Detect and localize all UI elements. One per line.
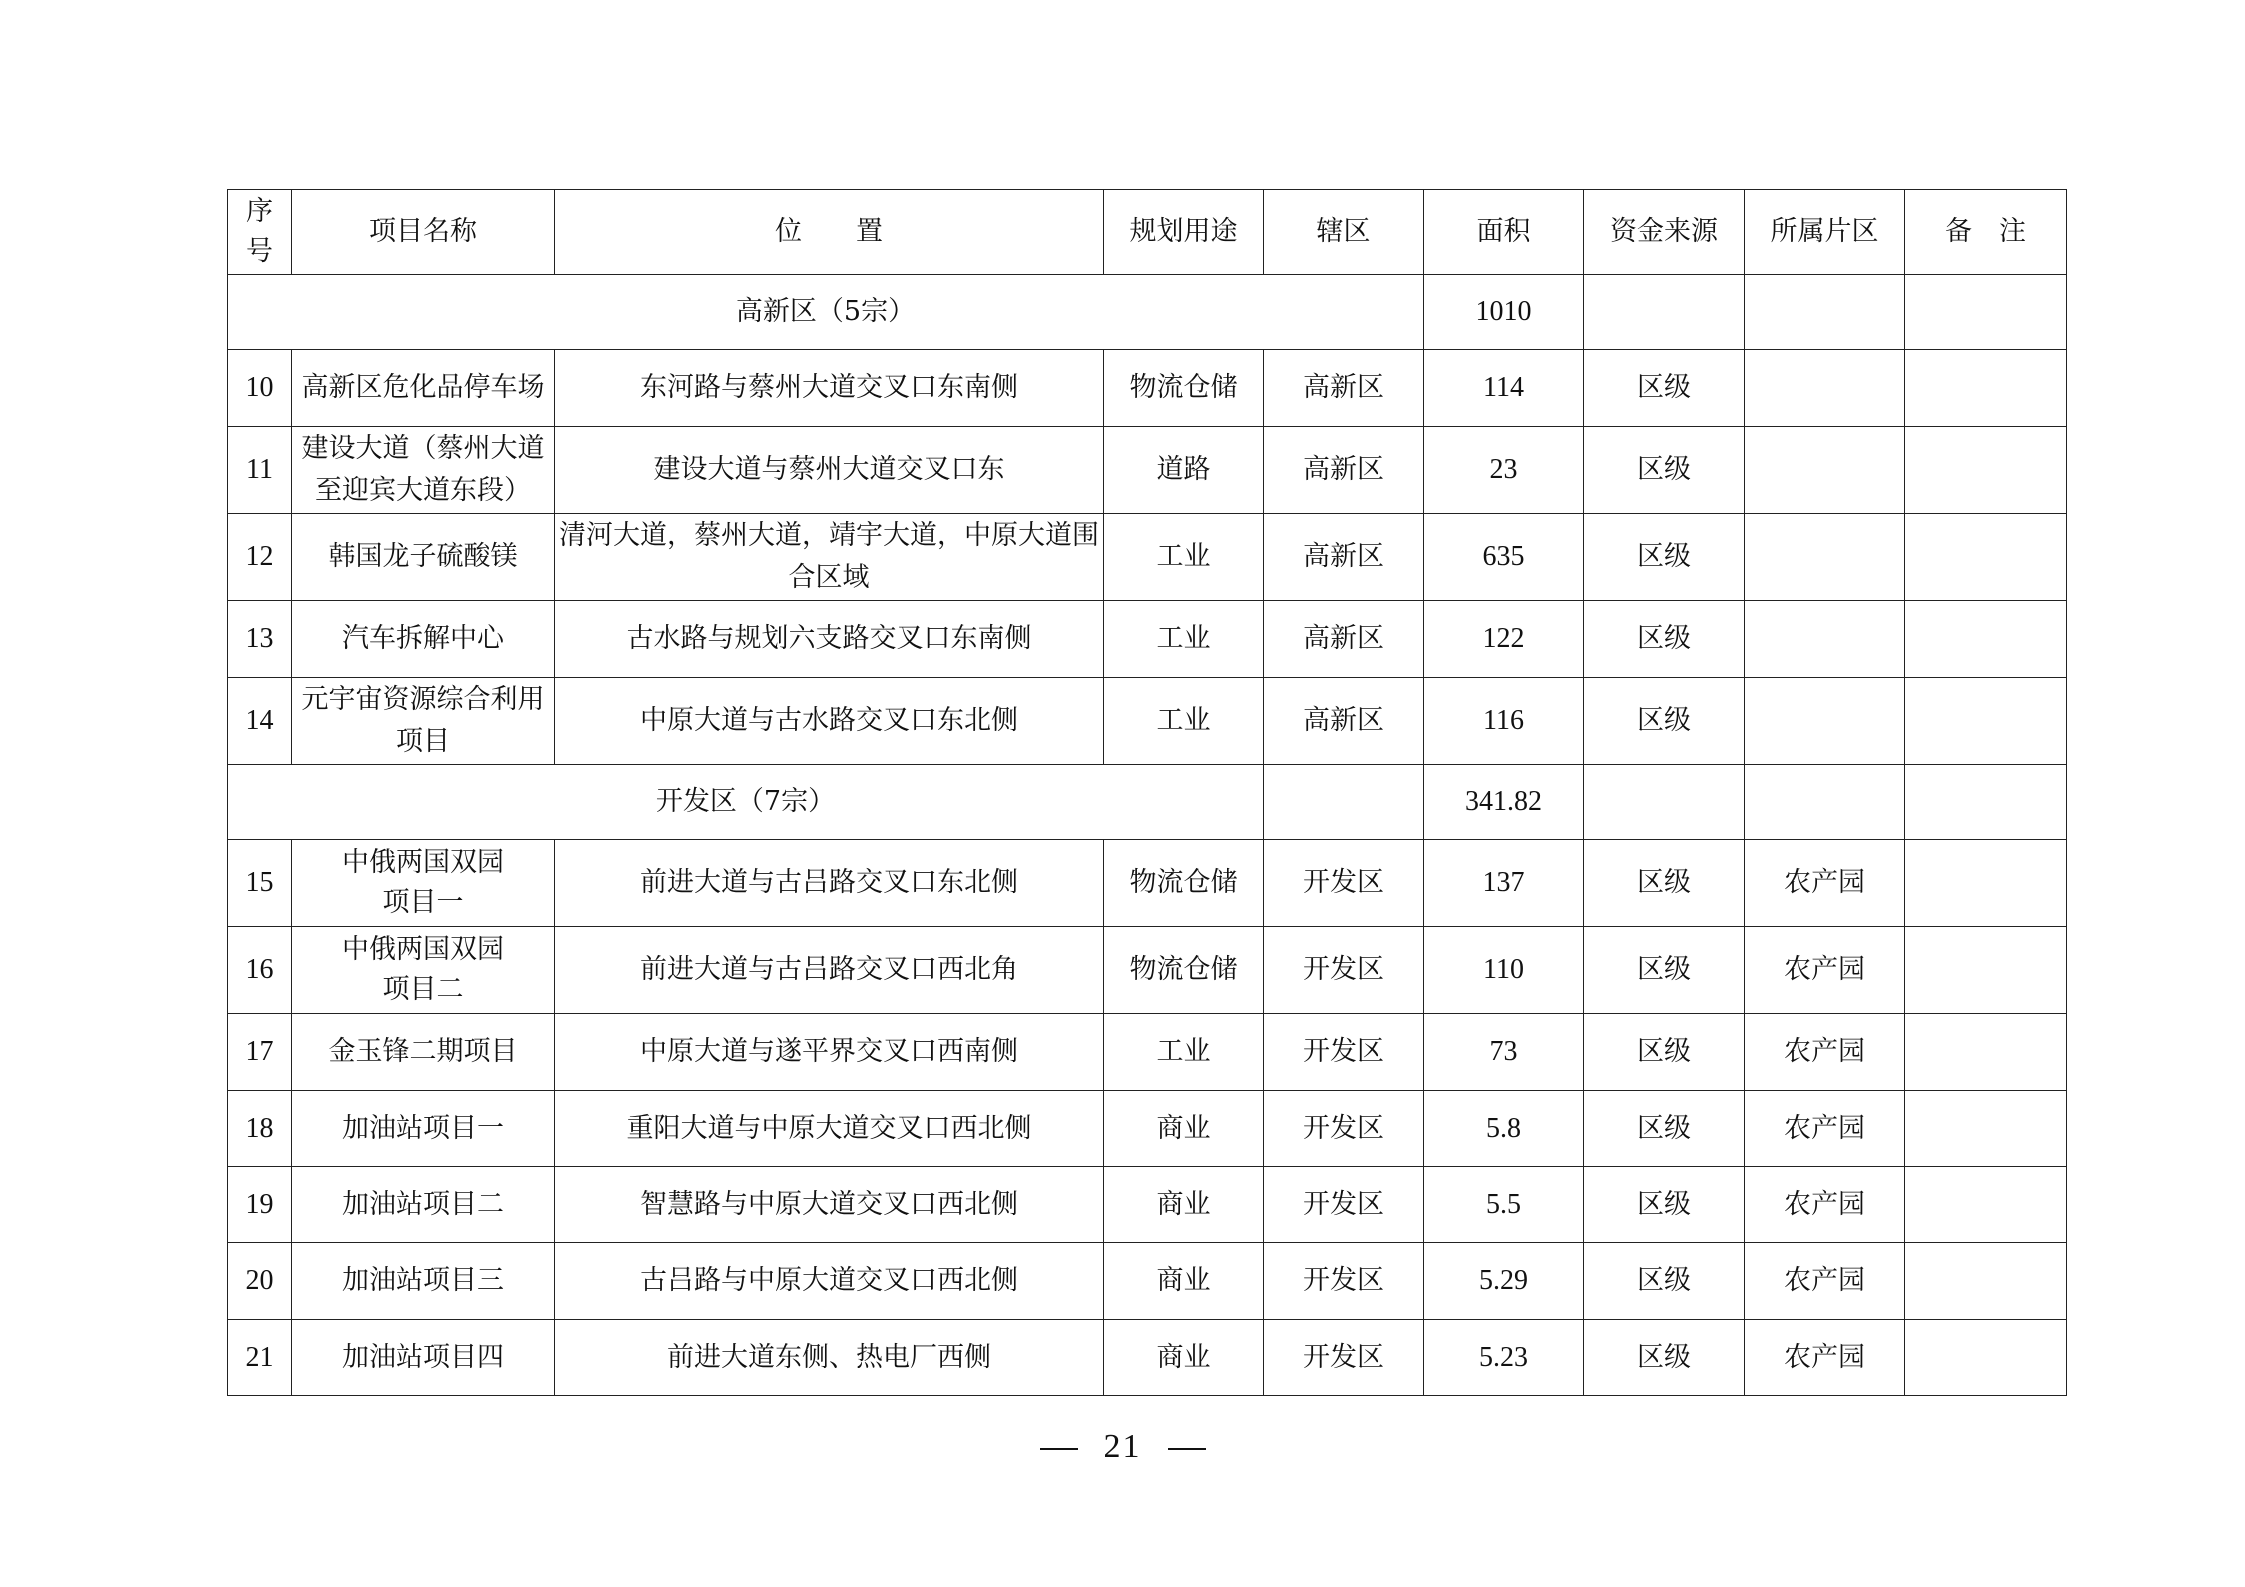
- table-row: [228, 514, 2067, 601]
- cell-district: 高新区: [1264, 350, 1424, 427]
- cell-area: 5.29: [1424, 1243, 1584, 1320]
- table-row: [228, 1167, 2067, 1243]
- cell-funding: 区级: [1584, 840, 1745, 927]
- table-row: [228, 1091, 2067, 1167]
- header-district: 辖区: [1264, 190, 1424, 275]
- table-row: [228, 427, 2067, 514]
- header-name: 项目名称: [292, 190, 555, 275]
- page-number: 21: [1103, 1428, 1142, 1465]
- cell-funding: 区级: [1584, 1320, 1745, 1396]
- group-row: [228, 765, 2067, 840]
- table-row: [228, 678, 2067, 765]
- cell-name: 韩国龙子硫酸镁: [292, 514, 555, 601]
- cell-funding: 区级: [1584, 350, 1745, 427]
- cell-usage: 物流仓储: [1104, 840, 1264, 927]
- header-funding: 资金来源: [1584, 190, 1745, 275]
- cell-usage: 商业: [1104, 1243, 1264, 1320]
- table-header-row: [228, 190, 2067, 275]
- cell-zone: 农产园: [1745, 840, 1905, 927]
- table-row: [228, 601, 2067, 678]
- cell-location: 重阳大道与中原大道交叉口西北侧: [555, 1091, 1104, 1167]
- cell-name: 加油站项目二: [292, 1167, 555, 1243]
- cell-zone: 农产园: [1745, 1167, 1905, 1243]
- cell-usage: 商业: [1104, 1091, 1264, 1167]
- group-area: 341.82: [1424, 765, 1584, 840]
- cell-district: 开发区: [1264, 840, 1424, 927]
- cell-name: [292, 927, 555, 1014]
- cell-remarks: [1905, 1320, 2067, 1396]
- cell-usage: 商业: [1104, 1167, 1264, 1243]
- cell-name: 高新区危化品停车场: [292, 350, 555, 427]
- group-empty: [1745, 765, 1905, 840]
- cell-district: 高新区: [1264, 601, 1424, 678]
- group-area: 1010: [1424, 275, 1584, 350]
- cell-location: 古吕路与中原大道交叉口西北侧: [555, 1243, 1104, 1320]
- cell-usage: 工业: [1104, 601, 1264, 678]
- group-empty: [1905, 275, 2067, 350]
- cell-name: 加油站项目三: [292, 1243, 555, 1320]
- cell-location: 中原大道与古水路交叉口东北侧: [555, 678, 1104, 765]
- table-row: [228, 350, 2067, 427]
- cell-district: 高新区: [1264, 427, 1424, 514]
- cell-funding: 区级: [1584, 1091, 1745, 1167]
- cell-zone: 农产园: [1745, 1243, 1905, 1320]
- group-empty: [1584, 275, 1745, 350]
- cell-area: 110: [1424, 927, 1584, 1014]
- cell-name: 加油站项目一: [292, 1091, 555, 1167]
- cell-seq: 18: [228, 1091, 292, 1167]
- cell-location: 建设大道与蔡州大道交叉口东: [555, 427, 1104, 514]
- table-row: [228, 1243, 2067, 1320]
- cell-name: 加油站项目四: [292, 1320, 555, 1396]
- cell-usage: 商业: [1104, 1320, 1264, 1396]
- cell-funding: 区级: [1584, 1167, 1745, 1243]
- cell-remarks: [1905, 927, 2067, 1014]
- cell-usage: 物流仓储: [1104, 350, 1264, 427]
- cell-usage: 物流仓储: [1104, 927, 1264, 1014]
- cell-seq: 11: [228, 427, 292, 514]
- cell-location: 中原大道与遂平界交叉口西南侧: [555, 1014, 1104, 1091]
- header-remarks: 备 注: [1905, 190, 2067, 275]
- cell-district: 开发区: [1264, 927, 1424, 1014]
- cell-funding: 区级: [1584, 678, 1745, 765]
- cell-name-line1: 中俄两国双园: [342, 847, 504, 878]
- cell-area: 114: [1424, 350, 1584, 427]
- group-title: 开发区（7宗）: [228, 765, 1264, 840]
- cell-area: 5.23: [1424, 1320, 1584, 1396]
- cell-area: 116: [1424, 678, 1584, 765]
- page-dash-right: [1168, 1448, 1206, 1450]
- cell-zone: [1745, 427, 1905, 514]
- cell-zone: 农产园: [1745, 1014, 1905, 1091]
- header-zone: 所属片区: [1745, 190, 1905, 275]
- header-seq-line2: 号: [246, 236, 273, 267]
- cell-zone: 农产园: [1745, 927, 1905, 1014]
- cell-location: 东河路与蔡州大道交叉口东南侧: [555, 350, 1104, 427]
- cell-remarks: [1905, 427, 2067, 514]
- cell-funding: 区级: [1584, 427, 1745, 514]
- cell-remarks: [1905, 840, 2067, 927]
- header-location: 位 置: [555, 190, 1104, 275]
- table-row: [228, 1320, 2067, 1396]
- cell-district: 开发区: [1264, 1091, 1424, 1167]
- group-title: 高新区（5宗）: [228, 275, 1424, 350]
- cell-seq: 10: [228, 350, 292, 427]
- cell-district: 开发区: [1264, 1320, 1424, 1396]
- cell-seq: 14: [228, 678, 292, 765]
- cell-district: 开发区: [1264, 1167, 1424, 1243]
- cell-zone: [1745, 514, 1905, 601]
- cell-zone: 农产园: [1745, 1320, 1905, 1396]
- cell-seq: 16: [228, 927, 292, 1014]
- cell-usage: 道路: [1104, 427, 1264, 514]
- cell-name: 金玉锋二期项目: [292, 1014, 555, 1091]
- cell-zone: 农产园: [1745, 1091, 1905, 1167]
- cell-district: 开发区: [1264, 1014, 1424, 1091]
- table-row: [228, 840, 2067, 927]
- cell-name: 汽车拆解中心: [292, 601, 555, 678]
- cell-area: 137: [1424, 840, 1584, 927]
- cell-name-line2: 项目二: [382, 974, 464, 1005]
- cell-location: 智慧路与中原大道交叉口西北侧: [555, 1167, 1104, 1243]
- cell-name: 元宇宙资源综合利用项目: [292, 678, 555, 765]
- page-dash-left: [1040, 1448, 1078, 1450]
- cell-usage: 工业: [1104, 678, 1264, 765]
- cell-funding: 区级: [1584, 1243, 1745, 1320]
- land-project-table: [227, 189, 2067, 1396]
- cell-area: 122: [1424, 601, 1584, 678]
- table-row: [228, 927, 2067, 1014]
- group-empty: [1584, 765, 1745, 840]
- cell-area: 73: [1424, 1014, 1584, 1091]
- cell-seq: 21: [228, 1320, 292, 1396]
- cell-remarks: [1905, 1091, 2067, 1167]
- cell-seq: 13: [228, 601, 292, 678]
- cell-area: 23: [1424, 427, 1584, 514]
- page-number-footer: [0, 1428, 2245, 1466]
- cell-name: [292, 840, 555, 927]
- cell-remarks: [1905, 1243, 2067, 1320]
- cell-area: 635: [1424, 514, 1584, 601]
- cell-zone: [1745, 350, 1905, 427]
- cell-funding: 区级: [1584, 514, 1745, 601]
- group-empty: [1264, 765, 1424, 840]
- cell-location: 前进大道东侧、热电厂西侧: [555, 1320, 1104, 1396]
- cell-name-line2: 项目一: [382, 887, 464, 918]
- header-usage: 规划用途: [1104, 190, 1264, 275]
- cell-remarks: [1905, 350, 2067, 427]
- cell-location: 古水路与规划六支路交叉口东南侧: [555, 601, 1104, 678]
- cell-area: 5.5: [1424, 1167, 1584, 1243]
- header-seq-line1: 序: [246, 196, 273, 227]
- cell-usage: 工业: [1104, 1014, 1264, 1091]
- cell-district: 高新区: [1264, 678, 1424, 765]
- cell-funding: 区级: [1584, 927, 1745, 1014]
- cell-remarks: [1905, 514, 2067, 601]
- cell-remarks: [1905, 1014, 2067, 1091]
- group-empty: [1745, 275, 1905, 350]
- cell-remarks: [1905, 1167, 2067, 1243]
- cell-location: 前进大道与古吕路交叉口东北侧: [555, 840, 1104, 927]
- table-row: [228, 1014, 2067, 1091]
- cell-seq: 17: [228, 1014, 292, 1091]
- cell-name-line1: 中俄两国双园: [342, 934, 504, 965]
- header-seq: [228, 190, 292, 275]
- group-row: [228, 275, 2067, 350]
- cell-funding: 区级: [1584, 601, 1745, 678]
- cell-remarks: [1905, 601, 2067, 678]
- cell-area: 5.8: [1424, 1091, 1584, 1167]
- cell-location: 前进大道与古吕路交叉口西北角: [555, 927, 1104, 1014]
- cell-seq: 12: [228, 514, 292, 601]
- cell-district: 高新区: [1264, 514, 1424, 601]
- group-empty: [1905, 765, 2067, 840]
- cell-remarks: [1905, 678, 2067, 765]
- cell-zone: [1745, 678, 1905, 765]
- cell-seq: 20: [228, 1243, 292, 1320]
- cell-name: 建设大道（蔡州大道至迎宾大道东段）: [292, 427, 555, 514]
- cell-seq: 19: [228, 1167, 292, 1243]
- cell-funding: 区级: [1584, 1014, 1745, 1091]
- header-area: 面积: [1424, 190, 1584, 275]
- cell-location: 清河大道，蔡州大道，靖宇大道，中原大道围合区域: [555, 514, 1104, 601]
- cell-zone: [1745, 601, 1905, 678]
- cell-usage: 工业: [1104, 514, 1264, 601]
- cell-district: 开发区: [1264, 1243, 1424, 1320]
- cell-seq: 15: [228, 840, 292, 927]
